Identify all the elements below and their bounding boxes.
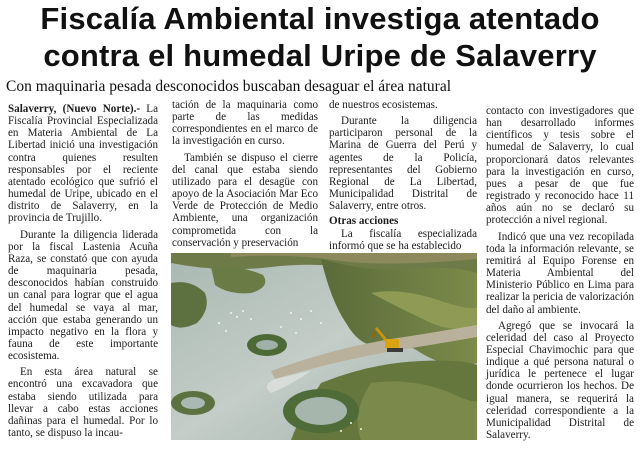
paragraph: Durante la diligencia participaron personal de la Marina de Guerra del Perú y agentes de la Policía, representantes del Gobierno Regional de La Libertad, Municipalidad Distrital de Salaverry, entre otros. (329, 115, 477, 213)
column-2 (172, 99, 318, 249)
column-3 (329, 99, 477, 252)
headline-line-2: contra el humedal Uripe de Salaverry (43, 38, 597, 73)
paragraph: contacto con investigadores que han desarrollado informes científicos y tesis sobre el humedal de Salaverry, lo cual proporcionará datos relevantes para la investigación en curso, pues a pesar de que fue registrado y reconocido hace 11 años aún no se declaró su protección a nivel regional. (486, 105, 634, 227)
headline (4, 0, 636, 74)
paragraph: En esta área natural se encontró una excavadora que estaba siendo utilizada para llevar a cabo estas acciones dañinas para el humedal. Por lo tanto, se dispuso la incau- (8, 366, 158, 440)
wetland-illustration (171, 253, 477, 440)
paragraph-lede (8, 103, 158, 225)
deck-subtitle: Con maquinaria pesada desconocidos buscaban desaguar el área natural (6, 78, 452, 95)
dateline: Salaverry, (Nuevo Norte).- (8, 103, 141, 115)
paragraph: Indicó que una vez recopilada toda la información relevante, se remitirá al Equipo Forense en Materia Ambiental del Ministerio Público en Lima para realizar la pericia de valorización del daño al ambiente. (486, 230, 634, 316)
section-subhead: Otras acciones (329, 215, 399, 228)
column-4 (486, 105, 634, 441)
column-1 (8, 103, 158, 439)
headline-line-1: Fiscalía Ambiental investiga atentado (40, 1, 600, 36)
paragraph: Agregó que se invocará la celeridad del caso al Proyecto Especial Chavimochic para que indique a qué persona natural o jurídica le pertenece el lugar donde ocurrieron los hechos. De igual manera, se requerirá la celeridad correspondiente a la Municipalidad Distrital de Salaverry. (486, 319, 634, 442)
paragraph: También se dispuso el cierre del canal que estaba siendo utilizado para el desagüe con apoyo de la Asociación Mar Eco Verde de Protección de Medio Ambiente, una organización comprometida con la conservación y preservación (172, 151, 318, 249)
lede-text: La Fiscalía Provincial Especializada en Materia Ambiental de La Libertad inició una investigación contra quienes resulten responsables por el reciente atentado ecológico que sufrió el humedal de Uripe, ubicado en el distrito de Salaverry, en la provincia de Trujillo. (8, 103, 158, 225)
paragraph: La fiscalía especializada informó que se ha establecido (329, 227, 477, 252)
paragraph: tación de la maquinaria como parte de las medidas correspondientes en el marco de la investigación en curso. (172, 99, 318, 148)
aerial-photo-wetland (171, 253, 477, 440)
paragraph: Durante la diligencia liderada por la fiscal Lastenia Acuña Raza, se constató que con ayuda de maquinaria pesada, desconocidos habían construido un canal para lograr que el agua del humedal se vaya al mar, acción que estaba generando un impacto negativo en la flora y fauna de este importante ecosistema. (8, 228, 158, 363)
paragraph: de nuestros ecosistemas. (329, 99, 438, 111)
